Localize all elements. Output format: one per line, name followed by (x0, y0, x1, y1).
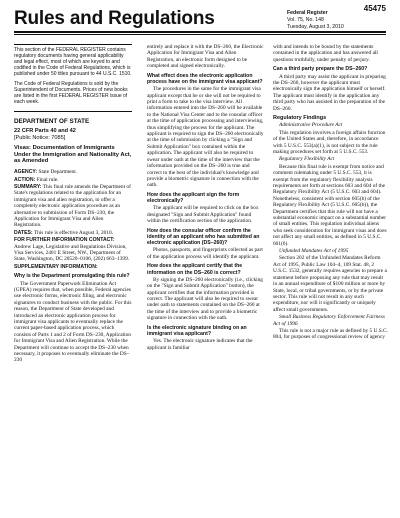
action-line (14, 177, 132, 183)
supplementary-label: SUPPLEMENTARY INFORMATION: (14, 263, 98, 270)
summary-value: This final rule amends the Department of State's regulations related to the application for an immigrant visa and alien registration, to offer a completely electronic application procedure as an alternative to submission of Form DS–230, the Application for Immigrant Visa and Alien Registration. (14, 184, 131, 229)
body-paragraph: entirely and replace it with the DS–260, the Electronic Application for Immigrant Visa and Alien Registration, an electronic form designed to be completed and signed electronically. (147, 44, 264, 70)
agency-value: State Department. (38, 169, 78, 176)
question-heading: How does the consular officer confirm the identity of an applicant who has submitted an electronic application (DS–260)? (147, 227, 260, 247)
dates-value: This rule is effective August 3, 2010. (33, 229, 113, 236)
header-rule-thick (14, 31, 386, 33)
agency-line (14, 169, 132, 175)
intro-box (14, 44, 132, 112)
column-3 (273, 44, 388, 342)
cfr-citation: 22 CFR Parts 40 and 42 (14, 128, 76, 134)
publication-meta (287, 10, 344, 31)
body-paragraph: Yes. The electronic signature indicates that the applicant is familiar (147, 338, 253, 351)
question-heading: How does the applicant sign the form electronically? (147, 191, 240, 205)
body-paragraph: Because this final rule is exempt from notice and comment rulemaking under 5 U.S.C. 553, it is exempt from the regulatory flexibility analysis requirements set forth at sections 603 and 604 of the Regulatory Flexibility Act (5 U.S.C. 603 and 604). Nonetheless, consistent with section 605(b) of the Regulatory Flexibility Act (5 U.S.C. 605(b)), the Department certifies that this rule will not have a substantial economic impact on a substantial number of small entities. This regulation individual aliens who seek consideration for immigrant visas and does not affect any small entities, as defined in 5 U.S.C. 601(6). (273, 163, 387, 247)
action-label: ACTION: (14, 176, 36, 183)
header-rule-thin (14, 34, 386, 35)
publication-name: Federal Register (287, 10, 328, 16)
section-heading: Regulatory Findings (273, 114, 327, 121)
body-paragraph: This regulation involves a foreign affairs function of the United States and, therefore, in accordance with 5 U.S.C. 553(a)(1), is not subject to the rule making procedures set forth at 5 U.S.C. 553. (273, 129, 386, 155)
contact-label: FOR FURTHER INFORMATION CONTACT: (14, 237, 115, 244)
body-paragraph: A third party may assist the applicant in preparing the DS–260, however the applicant must electronically sign the application himself or herself. The applicant must identify in the application any third party who has assisted in the preparation of the DS–260. (273, 73, 386, 112)
question-heading: Is the electronic signature binding on an immigrant visa applicant? (147, 324, 247, 337)
intro-paragraph: This section of the FEDERAL REGISTER contains regulatory documents having general applicability and legal effect, most of which are keyed to and codified in the Code of Federal Regulations, which is published under 50 titles pursuant to 44 U.S.C. 1510. (14, 47, 132, 77)
contact-value: Andrew Lage, Legislative and Regulations Division, Visa Services, 2401 E Street, NW., Department of State, Washington, DC 20520–0106, (202) 663–1399. (14, 243, 130, 263)
question-heading: How does the applicant certify that the information on the DS–260 is correct? (147, 263, 243, 276)
subsection-heading: Regulatory Flexibility Act (279, 156, 335, 163)
dates-label: DATES: (14, 229, 33, 236)
agency-label: AGENCY: (14, 169, 38, 176)
body-paragraph: with and intends to be bound by the statements contained in the application and has answered all questions truthfully, under penalty of perjury. (273, 44, 378, 63)
section-title: Rules and Regulations (14, 8, 215, 29)
rule-title: Visas: Documentation of Immigrants Under the Immigration and Nationality Act, as Amended (14, 144, 132, 165)
subsection-heading: Unfunded Mandates Act of 1995 (279, 248, 349, 255)
volume-number: Vol. 75, No. 148 (287, 17, 324, 23)
agency-heading: DEPARTMENT OF STATE (14, 118, 90, 125)
body-paragraph: By signing the DS–260 electronically (i.e., clicking on the "Sign and Submit Application" button), the applicant certifies that the information provided is correct. The applicant will also be required to swear under oath to statements contained on the DS–260 at the time of the interview and to provide a biometric signature in connection with the oath. (147, 276, 263, 322)
dates-line (14, 230, 132, 236)
body-paragraph: Photos, passports, and fingerprints collected as part of the application process will identify the applicant. (147, 247, 263, 260)
column-2 (147, 44, 265, 352)
docket-number: [Public Notice: 7085] (14, 135, 66, 142)
question-heading: Why is the Department promulgating this rule? (14, 273, 130, 280)
intro-paragraph: The Code of Federal Regulations is sold by the Superintendent of Documents. Prices of new books are listed in the first FEDERAL REGISTER issue of each week. (14, 81, 128, 105)
issue-date: Tuesday, August 3, 2010 (287, 24, 344, 30)
column-1 (14, 44, 132, 365)
question-heading: What effect does the electronic application process have on the immigrant visa applicant? (147, 72, 263, 85)
body-paragraph: The Government Paperwork Elimination Act (GPEA) requires that, when possible, Federal agencies use electronic forms, electronic filing, and electronic signatures to conduct business with the public. For this reason, the Department of State developed and introduced an electronic application process for immigrant visa applicants to eventually replace the current paper-based application process, which consists of Parts 1 and 2 of Form DS–230, Application for Immigrant Visa and Alien Registration. While the Department will continue to accept the DS–230 when necessary, it proposes to eventually eliminate the DS–230 (14, 280, 132, 364)
action-value: Final rule. (36, 176, 59, 183)
page-number: 45475 (363, 4, 386, 13)
summary-label: SUMMARY: (14, 184, 42, 191)
body-paragraph: The applicant will be required to click on the box designated "Sign and Submit Application" found within the certification section of the application. (147, 205, 259, 225)
contact-paragraph (14, 237, 132, 263)
summary-paragraph (14, 184, 132, 229)
body-paragraph: Section 202 of the Unfunded Mandates Reform Act of 1995, Public Law 104–4, 109 Stat. 48, 2 U.S.C. 1532, generally requires agencies to prepare a statement before proposing any rule that may result in an annual expenditure of $100 million or more by State, local, or tribal governments, or by the private sector. This rule will not result in any such expenditure, nor will it significantly or uniquely affect small governments. (273, 255, 387, 313)
question-heading: Can a third party prepare the DS–260? (273, 66, 368, 73)
subsection-heading: Administrative Procedure Act (279, 122, 343, 129)
body-paragraph: The procedures in the same for the immigrant visa applicant except that he or she will not be required to print a form to take to the visa interview. All information entered into the DS–260 will be available to the National Visa Center and to the consular officer at the time of application processing and interviewing, thus simplifying the process for the applicant. The applicant is required to sign the DS–260 electronically at the time of submission by clicking a "Sign and Submit Application" box contained within the application. The applicant will also be required to swear under oath at the time of the interview that the information provided on the DS–260 is true and correct to the best of the individual's knowledge and provide a biometric signature in connection with the oath. (147, 86, 264, 189)
body-paragraph: This rule is not a major rule as defined by 5 U.S.C. 804, for purposes of congressional review of agency (273, 327, 388, 341)
subsection-heading: Small Business Regulatory Enforcement Fairness Act of 1996 (273, 314, 385, 327)
